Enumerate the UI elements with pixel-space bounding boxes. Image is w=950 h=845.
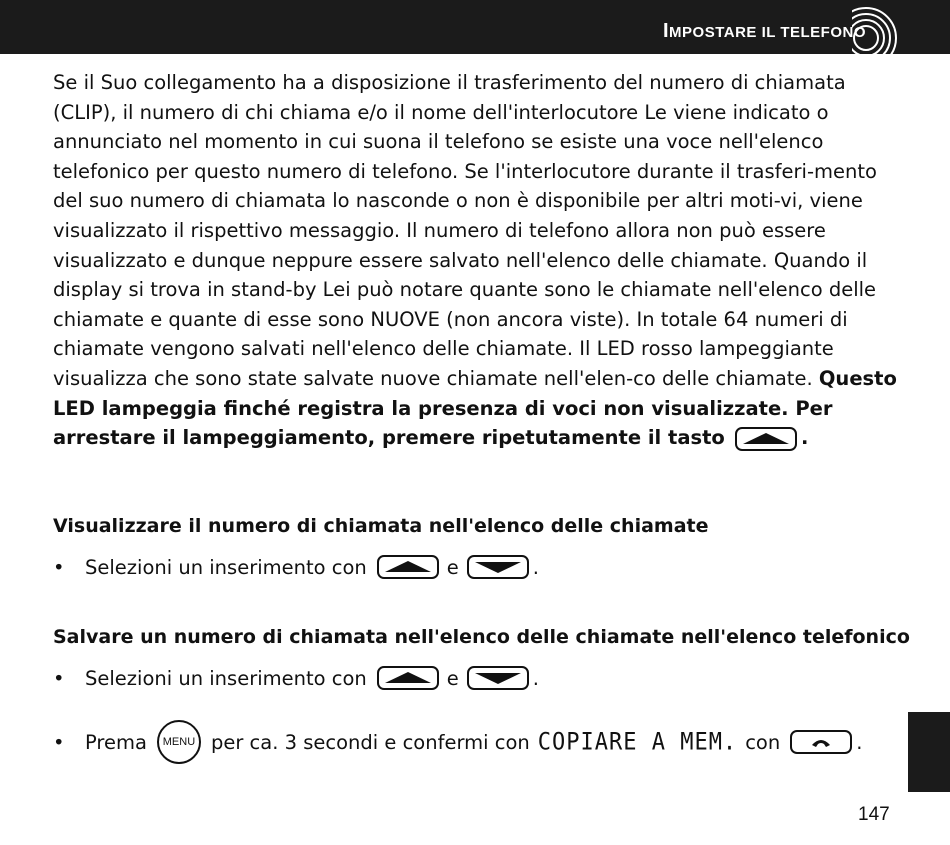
list-item-and: e bbox=[446, 555, 459, 579]
list-item-text-mid: per ca. 3 secondi e confermi con bbox=[210, 730, 530, 754]
heading-view-number: Visualizzare il numero di chiamata nell'elenco delle chiamate bbox=[53, 515, 709, 537]
down-key-icon bbox=[467, 666, 529, 690]
list-item bbox=[53, 666, 539, 690]
list-item bbox=[53, 555, 539, 579]
list-item-and: e bbox=[446, 666, 459, 690]
list-item-text: Prema bbox=[85, 730, 147, 754]
up-key-icon bbox=[735, 427, 797, 451]
list-item-text: Selezioni un inserimento con bbox=[85, 666, 367, 690]
up-key-icon bbox=[377, 666, 439, 690]
bullet: • bbox=[53, 555, 65, 579]
intro-paragraph bbox=[53, 68, 898, 453]
paragraph-text: Se il Suo collegamento ha a disposizione il trasferimento del numero di chiamata (CLIP), il numero di chi chiama e/o il nome dell'interlocutore Le viene indicato o annunciato nel momento in cui suona il telefono se esiste una voce nell'elenco telefonico per questo numero di telefono. Se l'interlocutore durante il trasferi-mento del suo numero di chiamata lo nasconde o non è disponibile per altri moti-vi, viene visualizzato il rispettivo messaggio. Il numero di telefono allora non può essere visualizzato e dunque neppure essere salvato nell'elenco delle chiamate. Quando il display si trova in stand-by Lei può notare quante sono le chiamate nell'elenco delle chiamate e quante di esse sono NUOVE (non ancora viste). In totale 64 numeri di chiamate vengono salvati nell'elenco delle chiamate. Il LED rosso lampeggiante visualizza che sono state salvate nuove chiamate nell'elen-co delle chiamate. bbox=[53, 71, 877, 390]
list-item-text: Selezioni un inserimento con bbox=[85, 555, 367, 579]
section-title-initial: I bbox=[662, 20, 670, 42]
list-item bbox=[53, 720, 862, 764]
bullet: • bbox=[53, 730, 65, 754]
section-title bbox=[663, 20, 866, 43]
chapter-tab bbox=[908, 712, 950, 792]
paragraph-bold-text: Questo LED lampeggia finché registra la presenza di voci non visualizzate. Per arrestare il lampeggiamento, premere ripetutamente il tasto bbox=[53, 366, 897, 450]
up-key-icon bbox=[377, 555, 439, 579]
page-number: 147 bbox=[858, 804, 890, 825]
menu-key-icon: MENU bbox=[157, 720, 201, 764]
list-item-con: con bbox=[745, 730, 781, 754]
list-item-end: . bbox=[532, 555, 539, 579]
header-bar bbox=[0, 0, 950, 54]
sound-rings-icon bbox=[852, 0, 898, 54]
paragraph-period: . bbox=[801, 426, 809, 450]
section-title-rest: MPOSTARE IL TELEFONO bbox=[669, 24, 866, 41]
bullet: • bbox=[53, 666, 65, 690]
list-item-end: . bbox=[856, 730, 863, 754]
call-key-icon bbox=[790, 730, 852, 754]
list-item-end: . bbox=[532, 666, 539, 690]
heading-save-number: Salvare un numero di chiamata nell'elenco delle chiamate nell'elenco telefonico bbox=[53, 626, 910, 648]
display-message: COPIARE A MEM. bbox=[537, 728, 738, 756]
down-key-icon bbox=[467, 555, 529, 579]
